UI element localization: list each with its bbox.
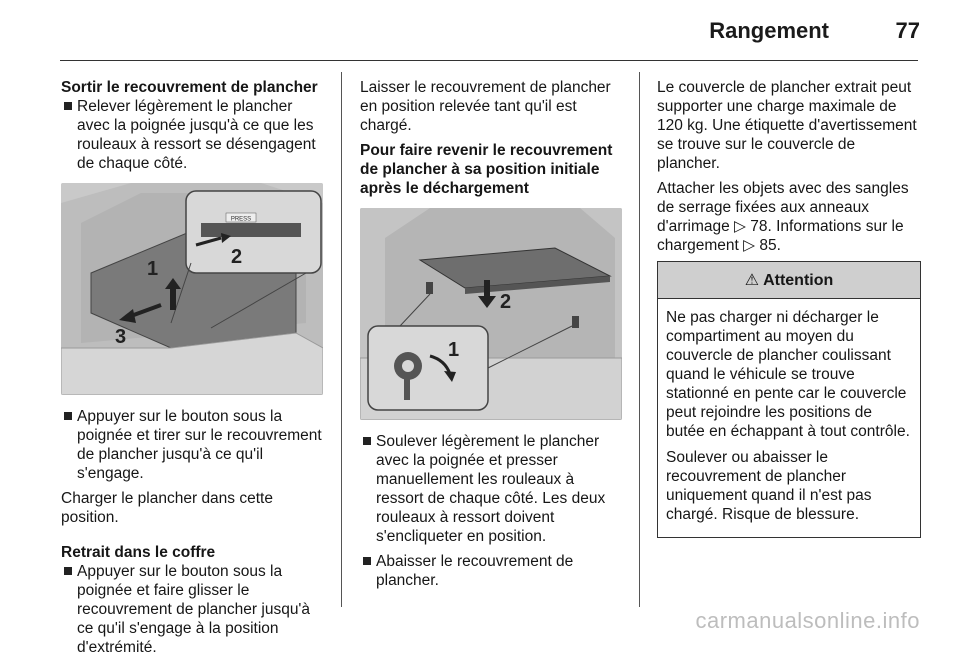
page-section-title: Rangement (709, 18, 829, 43)
attention-header (658, 262, 920, 299)
list-item (61, 562, 326, 657)
attention-paragraph: Soulever ou abaisser le recouvrement de plancher uniquement quand il n'est pas chargé. Risque de blessure. (666, 449, 872, 523)
press-badge: PRESS (230, 216, 252, 223)
figure-callout-3: 3 (115, 326, 127, 348)
column-1 (61, 78, 326, 663)
figure-callout-2: 2 (500, 291, 512, 313)
column-2 (360, 78, 625, 596)
list-item-text: Appuyer sur le bouton sous la poignée et tirer sur le recouvrement de plancher jusqu'à ce qu'il s'engage. (77, 408, 322, 482)
paragraph: Charger le plancher dans cette position. (61, 490, 273, 526)
list-item-text: Abaisser le recouvrement de plancher. (376, 553, 574, 589)
list-item-text: Appuyer sur le bouton sous la poignée et faire glisser le recouvrement de plancher jusqu'à ce qu'il s'engage à la position d'extrémité. (77, 563, 311, 656)
attention-box (657, 261, 921, 538)
list-item (61, 97, 326, 173)
section-heading: Retrait dans le coffre (61, 544, 216, 561)
illustration-trunk-floor-extract (61, 183, 323, 395)
column-3 (657, 78, 921, 538)
bullet-square-icon (363, 557, 371, 565)
figure-callout-1: 1 (448, 339, 460, 361)
column-divider (639, 72, 640, 607)
bullet-square-icon (64, 102, 72, 110)
column-divider (341, 72, 342, 607)
attention-title: Attention (763, 271, 834, 289)
bullet-square-icon (64, 567, 72, 575)
paragraph: Attacher les objets avec des sangles de serrage fixées aux anneaux d'arrimage ▷ 78. Informations sur le chargement ▷ 85. (657, 180, 909, 254)
watermark: carmanualsonline.info (695, 608, 920, 633)
section-heading: Sortir le recouvrement de plancher (61, 79, 318, 96)
list-item (61, 407, 326, 483)
list-item-text: Soulever légèrement le plancher avec la poignée et presser manuellement les rouleaux à ressort de chaque côté. Les deux rouleaux à ressort doivent s'encliqueter en position. (376, 433, 606, 545)
list-item-text: Relever légèrement le plancher avec la poignée jusqu'à ce que les rouleaux à ressort se désengagent de chaque côté. (77, 98, 316, 172)
page-number: 77 (895, 18, 920, 43)
paragraph: Laisser le recouvrement de plancher en position relevée tant qu'il est chargé. (360, 79, 611, 134)
bullet-square-icon (363, 437, 371, 445)
figure-callout-2: 2 (231, 246, 243, 268)
attention-paragraph: Ne pas charger ni décharger le compartiment au moyen du couvercle de plancher coulissant quand le véhicule se trouve stationné en pente car le couvercle peut rejoindre les positions de butée en échappant à tout contrôle. (666, 309, 910, 440)
header-rule (60, 60, 918, 61)
bullet-square-icon (64, 412, 72, 420)
figure-callout-1: 1 (147, 258, 159, 280)
list-item (360, 552, 625, 590)
attention-body (658, 299, 920, 537)
illustration-trunk-floor-return (360, 208, 622, 420)
paragraph: Le couvercle de plancher extrait peut supporter une charge maximale de 120 kg. Une étiquette d'avertissement se trouve sur le couvercle de plancher. (657, 79, 917, 172)
warning-triangle-icon: ⚠ (744, 271, 760, 289)
section-heading: Pour faire revenir le recouvrement de plancher à sa position initiale après le déchargement (360, 142, 613, 197)
list-item (360, 432, 625, 546)
